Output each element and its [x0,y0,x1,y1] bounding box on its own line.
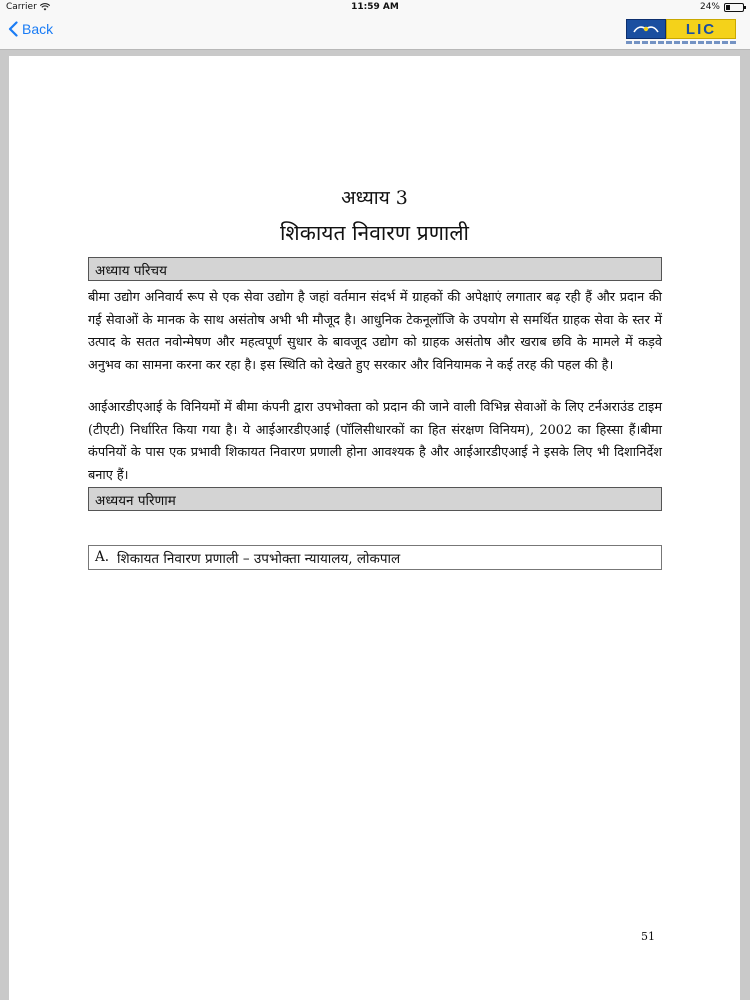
battery-level [726,5,730,10]
outcome-marker: A. [95,549,110,565]
outcome-item [88,545,662,570]
page-number: 51 [641,930,655,943]
back-label: Back [22,21,54,37]
carrier-label: Carrier [6,2,37,12]
lic-tagline [626,41,736,44]
battery-indicator [700,2,744,12]
battery-icon [724,3,744,12]
clock: 11:59 AM [351,2,399,12]
outcome-text: शिकायत निवारण प्रणाली – उपभोक्ता न्यायालय, लोकपाल [117,551,401,567]
lic-emblem-icon [626,19,666,39]
back-button[interactable] [8,21,53,37]
document-page [9,56,740,1000]
lic-logo [626,19,736,41]
status-bar [0,0,750,16]
navigation-bar [0,16,750,50]
chapter-title: शिकायत निवारण प्रणाली [279,221,469,245]
section-heading-intro: अध्याय परिचय [88,257,662,281]
chevron-left-icon [8,21,18,37]
battery-percent: 24% [699,2,720,12]
intro-paragraph-2: आईआरडीएआई के विनियमों में बीमा कंपनी द्वारा उपभोक्ता को प्रदान की जाने वाली विभिन्न सेवाओं के लिए टर्नअराउंड टाइम (टीएटी) निर्धारित किया गया है। ये आईआरडीएआई (पॉलिसीधारकों का हित संरक्षण विनियम), 2002 का हिस्सा हैं।बीमा कंपनियों के पास एक प्रभावी शिकायत निवारण प्रणाली होना आवश्यक है और आईआरडीएआई ने इसके लिए भी दिशानिर्देश बनाए हैं। [88,400,662,483]
lic-logo-text: LIC [666,19,736,39]
chapter-number: अध्याय 3 [341,187,408,209]
section-heading-outcomes: अध्ययन परिणाम [88,487,662,511]
intro-paragraph-1: बीमा उद्योग अनिवार्य रूप से एक सेवा उद्योग है जहां वर्तमान संदर्भ में ग्राहकों की अपेक्षाएं लगातार बढ़ रही हैं और प्रदान की गई सेवाओं के मानक के साथ असंतोष अभी भी मौजूद है। आधुनिक टेकनूलॉजि के उपयोग से समर्थित ग्राहक सेवा के स्तर में उत्पाद के सतत नवोन्मेषण और महत्वपूर्ण सुधार के बावजूद उद्योग को ग्राहक असंतोष और खराब छवि के मामले में कड़वे अनुभव का सामना करना कर रहा है। इस स्थिति को देखते हुए सरकार और विनियामक ने कई तरह की पहल की है। [88,290,662,373]
